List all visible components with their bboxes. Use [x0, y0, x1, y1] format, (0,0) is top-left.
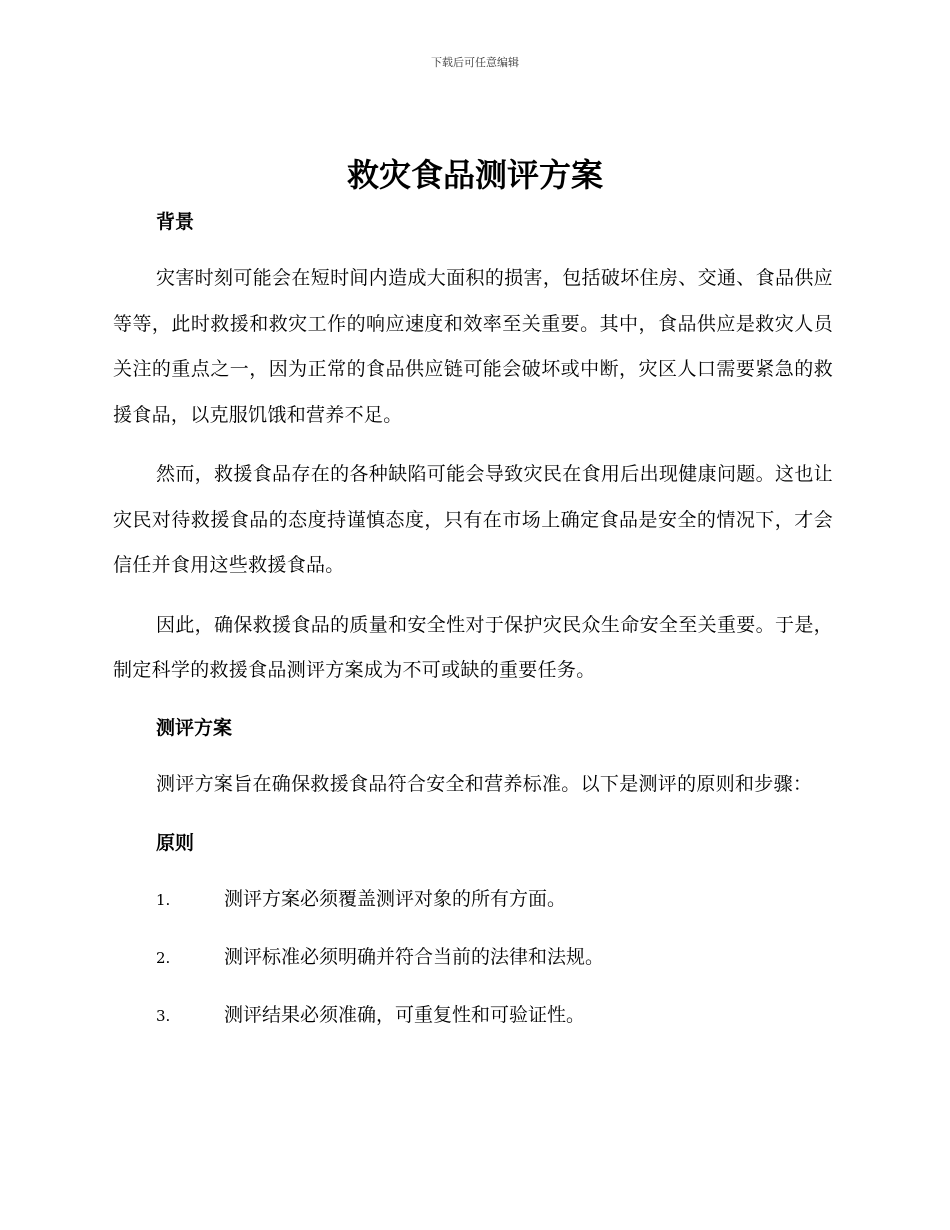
- principle-item: [113, 993, 833, 1039]
- principle-item: [113, 935, 833, 981]
- section-heading-plan: 测评方案: [156, 716, 233, 739]
- principle-item: [113, 877, 833, 923]
- background-paragraph-1: 灾害时刻可能会在短时间内造成大面积的损害，包括破坏住房、交通、食品供应等等，此时救援和救灾工作的响应速度和效率至关重要。其中，食品供应是救灾人员关注的重点之一，因为正常的食品供应链可能会破坏或中断，灾区人口需要紧急的救援食品，以克服饥饿和营养不足。: [113, 267, 833, 426]
- section-heading-background: 背景: [156, 211, 195, 233]
- header-note: 下载后可任意编辑: [431, 56, 519, 69]
- document-title: 救灾食品测评方案: [346, 156, 603, 194]
- plan-paragraph: 测评方案旨在确保救援食品符合安全和营养标准。以下是测评的原则和步骤：: [156, 772, 813, 795]
- section-heading-principles: 原则: [156, 832, 195, 854]
- list-text: 测评结果必须准确，可重复性和可验证性。: [224, 1004, 586, 1026]
- background-paragraph-2: 然而，救援食品存在的各种缺陷可能会导致灾民在食用后出现健康问题。这也让灾民对待救援食品的态度持谨慎态度，只有在市场上确定食品是安全的情况下，才会信任并食用这些救援食品。: [113, 463, 833, 576]
- list-text: 测评方案必须覆盖测评对象的所有方面。: [224, 888, 567, 910]
- list-number: 2.: [156, 949, 171, 967]
- list-number: 3.: [156, 1007, 171, 1025]
- document-body: [113, 200, 833, 1051]
- list-text: 测评标准必须明确并符合当前的法律和法规。: [224, 946, 605, 968]
- list-number: 1.: [156, 891, 171, 909]
- background-paragraph-3: 因此，确保救援食品的质量和安全性对于保护灾民众生命安全至关重要。于是，制定科学的救援食品测评方案成为不可或缺的重要任务。: [113, 613, 833, 681]
